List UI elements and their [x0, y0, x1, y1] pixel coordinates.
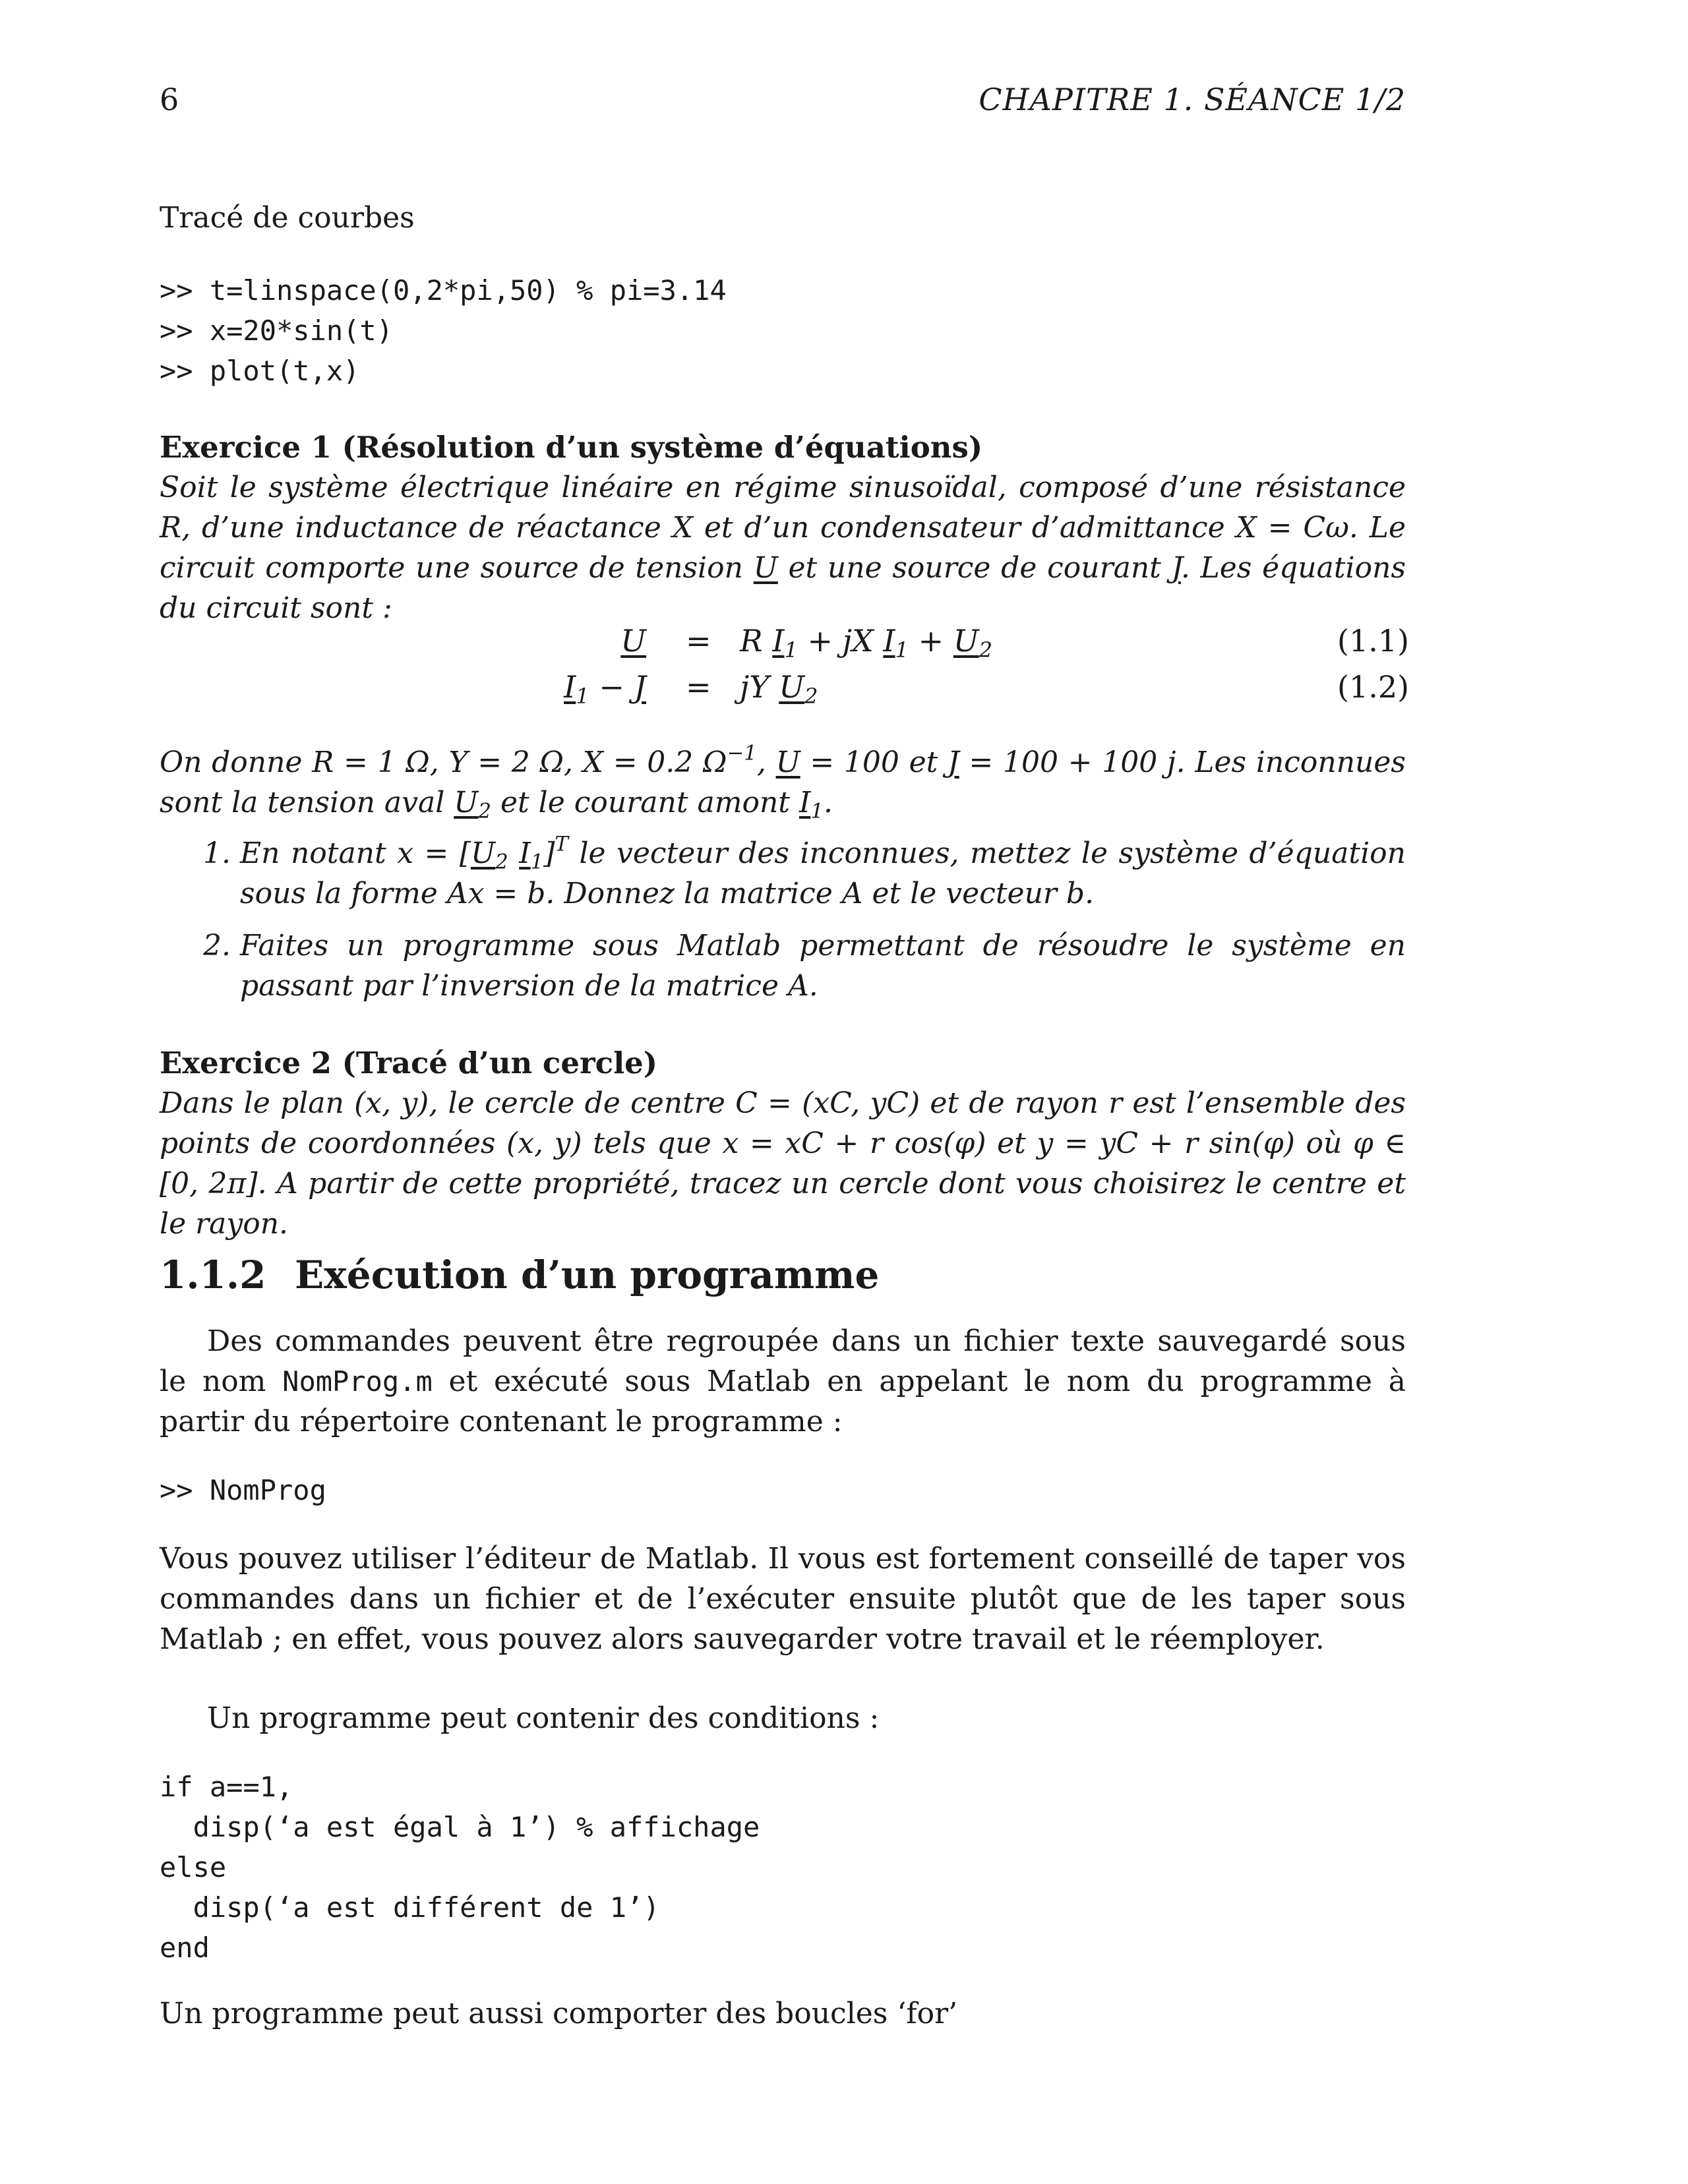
section-heading: 1.1.2 Exécution d’un programme [160, 1253, 880, 1297]
exercise-2-title: Exercice 2 (Tracé d’un cercle) [160, 1046, 658, 1080]
equation-1-2: $I_1 - J$ = jY $U_2$ (1.2) [564, 669, 1410, 709]
exec-paragraph-4: Un programme peut aussi comporter des boucles ‘for’ [160, 1997, 958, 2030]
page-number: 6 [160, 82, 179, 117]
code-line: if a==1, [160, 1771, 293, 1803]
list-item: 2. Faites un programme sous Matlab permettant de résoudre le système en passant par l’inversion de la matrice A. [203, 929, 1406, 1003]
list-item: 1. En notant $x = [U_2$ $I_1]^T$ le vecteur des inconnues, mettez le système d’équation sous la forme Ax = b. Donnez la matrice A et le vecteur b. [203, 832, 1406, 910]
code-line: >> plot(t,x) [160, 355, 360, 387]
trace-code-block [160, 270, 727, 391]
exec-paragraph-1: Des commandes peuvent être regroupée dans un fichier texte sauvegardé sous le nom NomProg.m et exécuté sous Matlab en appelant le nom du programme à partir du répertoire contenant le programme : [160, 1324, 1406, 1438]
condition-code-block [160, 1767, 760, 1968]
exec-paragraph-2: Vous pouvez utiliser l’éditeur de Matlab. Il vous est fortement conseillé de taper vos commandes dans un fichier et de l’exécuter ensuite plutôt que de les taper sous Matlab ; en effet, vous pouvez alors sauvegarder votre travail et le réemployer. [160, 1542, 1406, 1656]
code-line: disp(‘a est égal à 1’) % affichage [160, 1811, 760, 1843]
equation-1-1: U = R $I_1$ + jX $I_1 + U_2$ (1.1) [620, 623, 1410, 663]
exercise-1-body: Soit le système électrique linéaire en régime sinusoïdal, composé d’une résistance R, d’une inductance de réactance X et d’un condensateur d’admittance X = Cω. Le circuit comporte une source de tension U et une source de courant J. Les équations du circuit sont : [160, 471, 1406, 625]
code-line: disp(‘a est différent de 1’) [160, 1891, 660, 1924]
exercise-1-title: Exercice 1 (Résolution d’un système d’équations) [160, 430, 983, 465]
equation-number: (1.2) [1337, 669, 1410, 705]
code-line: >> x=20*sin(t) [160, 314, 394, 347]
exercise-1-given: On donne R = 1 Ω, Y = 2 Ω, X = 0.2 $\Omega^{-1}$, U = 100 et J = 100 + 100 j. Les inconnues sont la tension aval $U_2$ et le courant amont $I_1$. [160, 741, 1406, 823]
command-line: >> NomProg [160, 1474, 326, 1506]
equation-number: (1.1) [1337, 623, 1410, 659]
code-line: >> t=linspace(0,2*pi,50) % pi=3.14 [160, 274, 727, 307]
chapter-header: CHAPITRE 1. SÉANCE 1/2 [979, 82, 1406, 117]
code-line: end [160, 1932, 210, 1964]
exec-paragraph-3: Un programme peut contenir des conditions : [207, 1701, 880, 1735]
exercise-2-body: Dans le plan (x, y), le cercle de centre C = (xC, yC) et de rayon r est l’ensemble des points de coordonnées (x, y) tels que x = xC + r cos(φ) et y = yC + r sin(φ) où φ ∈ [0, 2π]. A partir de cette propriété, tracez un cercle dont vous choisirez le centre et le rayon. [160, 1086, 1406, 1241]
trace-intro: Tracé de courbes [160, 201, 415, 235]
code-line: else [160, 1851, 227, 1883]
